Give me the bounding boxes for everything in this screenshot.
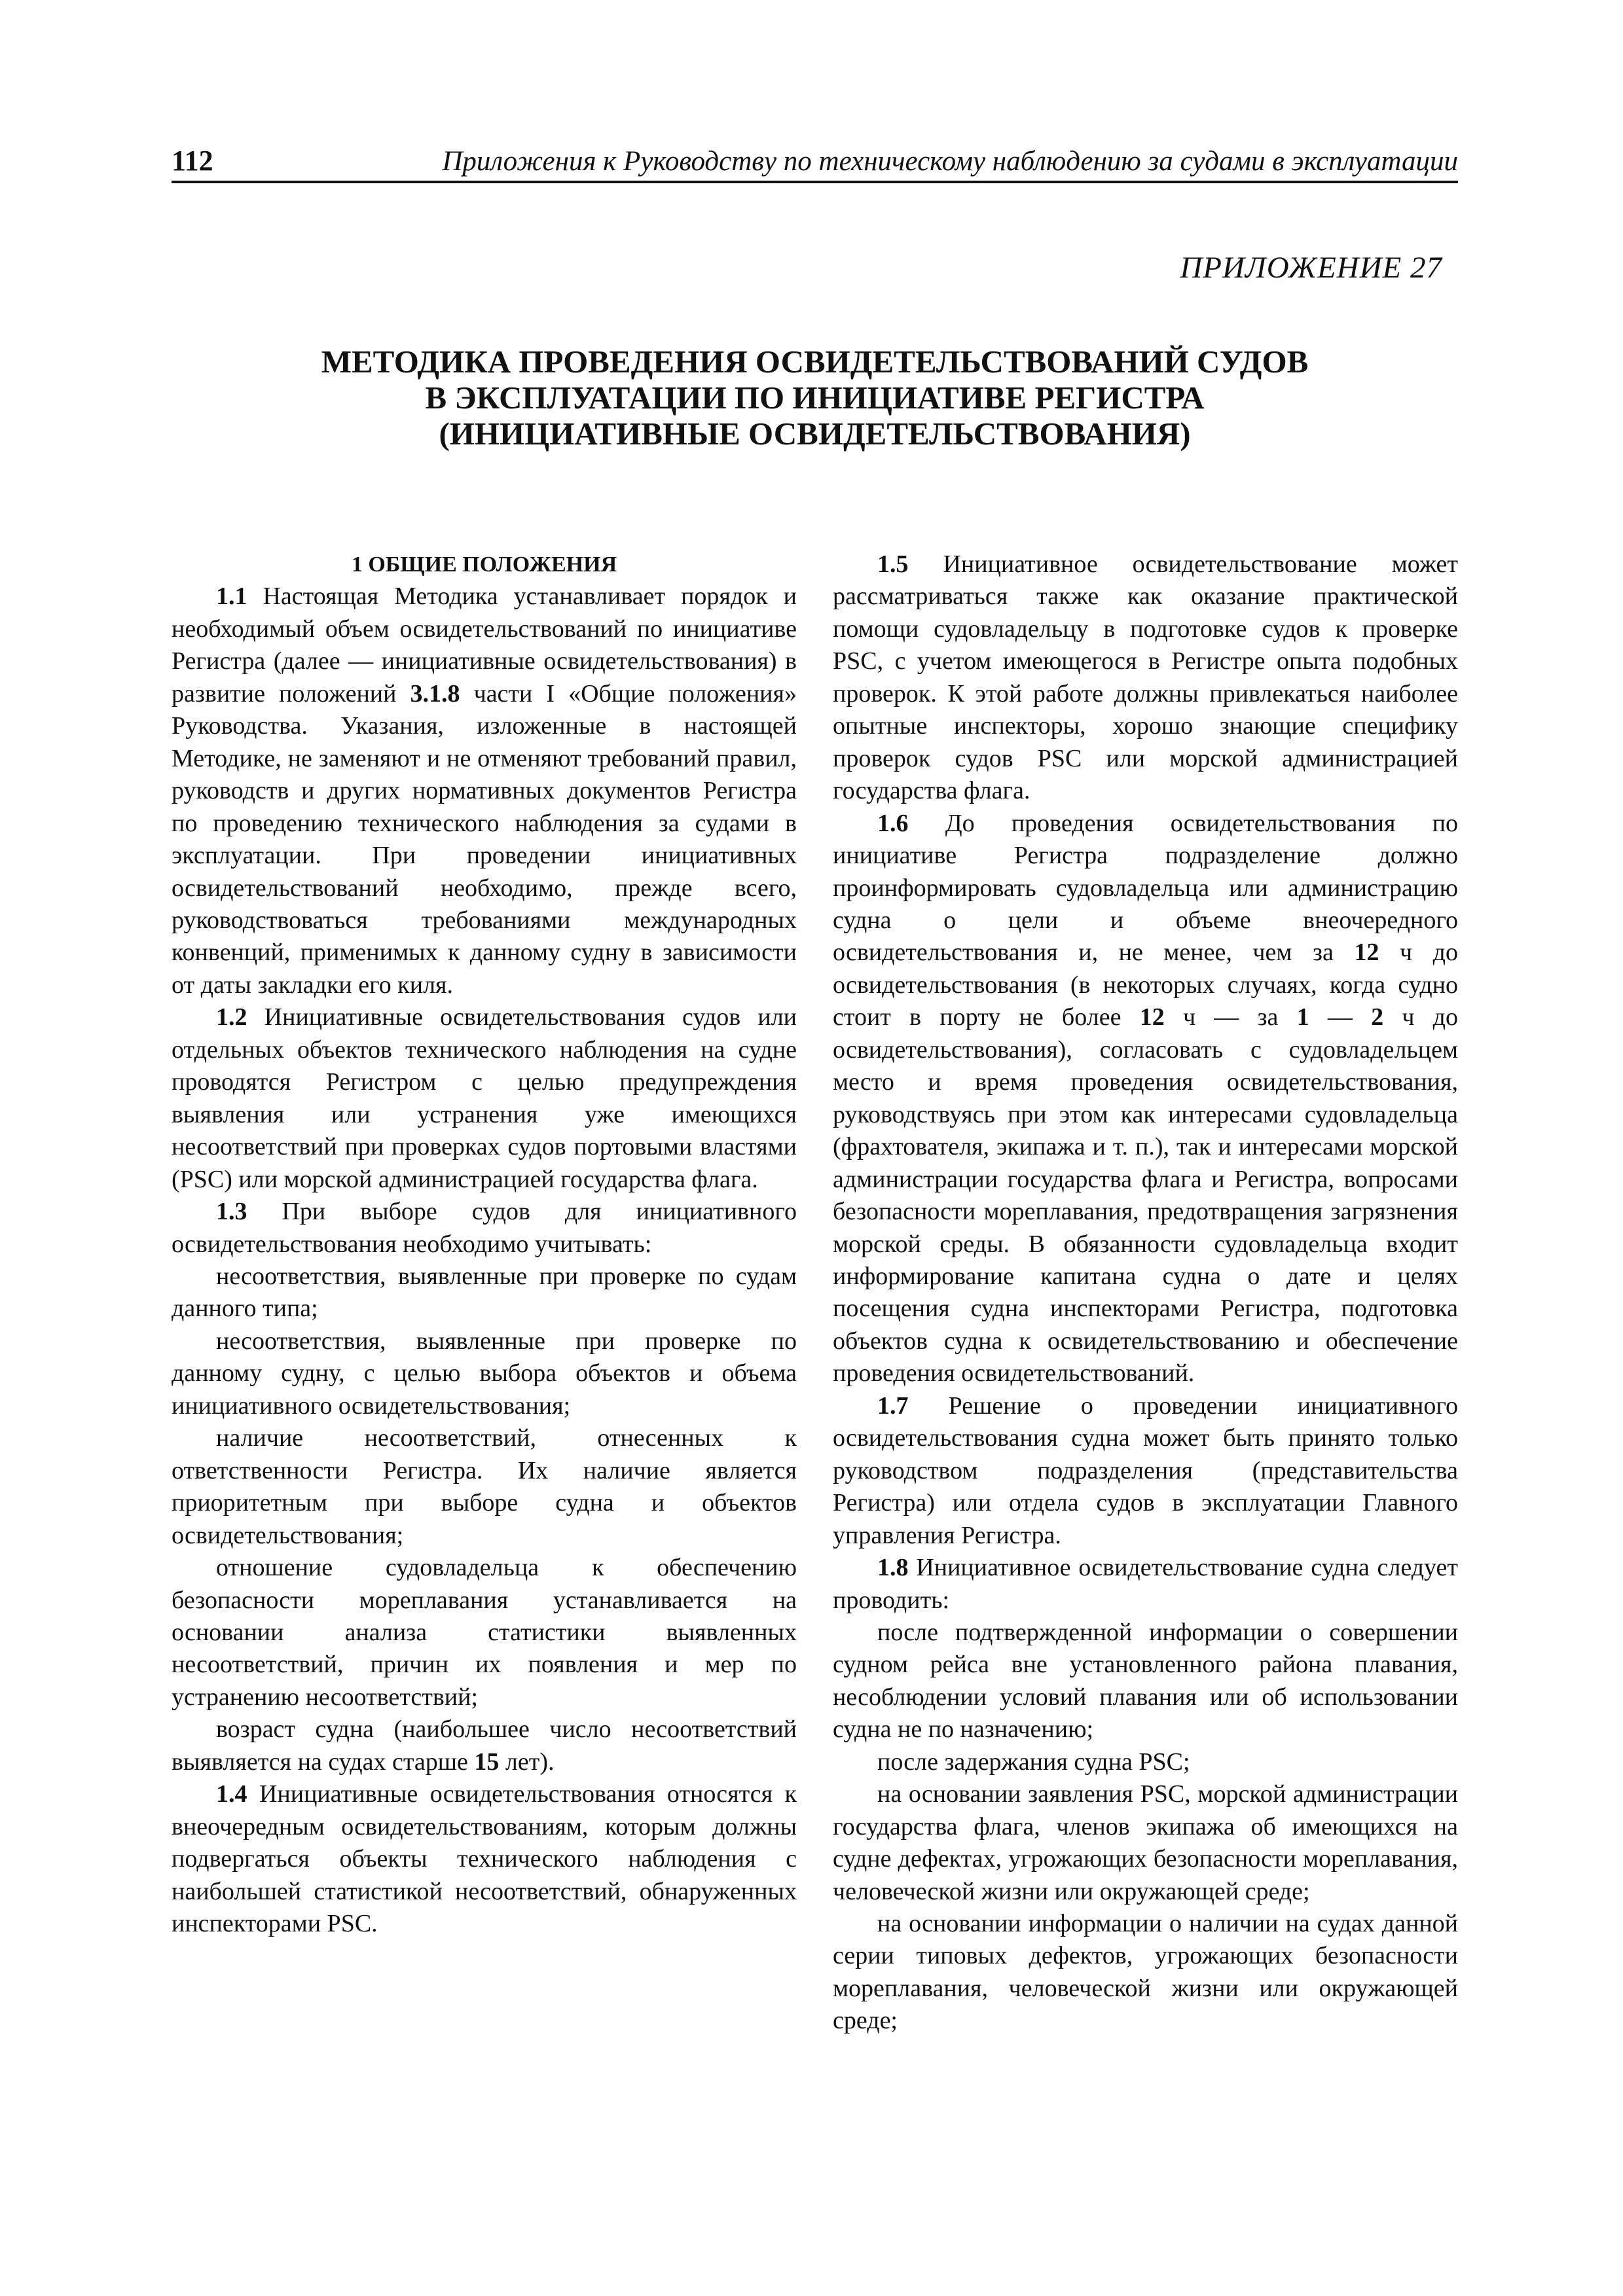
paragraph-text: части I «Общие положения» Руководства. Указания, изложенные в настоящей Методике, не заменяют и не отменяют требований правил, руководств и других нормативных документов Регистра по проведению технического наблюдения за судами в эксплуатации. При проведении инициативных освидетельствований необходимо, прежде всего, руководствоваться требованиями международных конвенций, применимых к данному судну в зависимости от даты закладки его киля. [172,679,797,999]
paragraph-text: — [1327,1003,1353,1031]
paragraph-1-6 [833,808,1458,1390]
clause-number: 1.8 [877,1554,909,1582]
paragraph-1-1 [172,581,797,1001]
clause-number: 1.6 [877,809,909,837]
list-item: несоответствия, выявленные при проверке по судам данного типа; [172,1262,797,1323]
list-item-text: лет). [505,1748,555,1776]
clause-number: 1.2 [216,1003,247,1031]
document-title [172,344,1458,452]
list-item [172,1713,797,1778]
list-item: отношение судовладельца к обеспечению безопасности мореплавания устанавливается на основании анализа статистики выявленных несоответствий, причин их появления и мер по устранению несоответствий; [172,1554,797,1711]
left-column [172,548,797,1940]
paragraph-text: Инициативные освидетельствования относятся к внеочередным освидетельствованиям, которым должны подвергаться объекты технического наблюдения с наибольшей статистикой несоответствий, обнаруженных инспекторами PSC. [172,1780,797,1938]
paragraph-text: ч до освидетельствования), согласовать с судовладельцем место и время проведения освидетельствования, руководствуясь при этом как интересами судовладельца (фрахтователя, экипажа и т. п.), так и интересами морской администрации государства флага и Регистра, вопросами безопасности мореплавания, предотвращения загрязнения морской среды. В обязанности судовладельца входит информирование капитана судна о дате и целях посещения судна инспекторами Регистра, подготовка объектов судна к освидетельствованию и обеспечение проведения освидетельствований. [833,1003,1459,1388]
page-number: 112 [172,145,213,177]
hours-number: 12 [1139,1003,1165,1031]
clause-number: 1.3 [216,1198,247,1226]
running-header: Приложения к Руководству по техническому наблюдению за судами в эксплуатации [442,146,1458,177]
paragraph-text: ч — за [1182,1003,1279,1031]
paragraph-1-2 [172,1001,797,1196]
paragraph-1-7 [833,1390,1458,1552]
paragraph-1-5 [833,548,1458,808]
title-line-1: МЕТОДИКА ПРОВЕДЕНИЯ ОСВИДЕТЕЛЬСТВОВАНИЙ СУДОВ [321,344,1309,380]
paragraph-text: Инициативные освидетельствования судов или отдельных объектов технического наблюдения на судне проводятся Регистром с целью предупреждения выявления или устранения уже имеющихся несоответствий при проверках судов портовыми властями (PSC) или морской администрацией государства флага. [172,1003,797,1193]
header-rule [172,181,1458,183]
hours-number: 1 [1296,1003,1309,1031]
paragraph-text: Настоящая Методика устанавливает порядок и необходимый объем освидетельствований по инициативе Регистра (далее — инициативные освидетельствования) в развитие положений [172,583,797,708]
paragraph-1-4 [172,1778,797,1940]
hours-number: 2 [1371,1003,1384,1031]
clause-number: 1.7 [877,1391,909,1420]
paragraph-text: Инициативное освидетельствование может рассматриваться также как оказание практической помощи судовладельцу в подготовке судов к проверке PSC, с учетом имеющегося в Регистре опыта подобных проверок. К этой работе должны привлекаться наиболее опытные инспекторы, хорошо знающие специфику проверок судов PSC или морской администрацией государства флага. [833,550,1459,805]
hours-number: 12 [1354,939,1379,967]
paragraph-1-3 [172,1196,797,1261]
clause-number: 1.1 [216,583,247,611]
title-line-3: (ИНИЦИАТИВНЫЕ ОСВИДЕТЕЛЬСТВОВАНИЯ) [439,416,1191,452]
list-item: несоответствия, выявленные при проверке по данному судну, с целью выбора объектов и объема инициативного освидетельствования; [172,1327,797,1420]
paragraph-text: Инициативное освидетельствование судна следует проводить: [833,1554,1458,1614]
paragraph-1-8 [833,1552,1458,1617]
appendix-label: ПРИЛОЖЕНИЕ 27 [1180,251,1442,285]
section-heading: 1 ОБЩИЕ ПОЛОЖЕНИЯ [351,552,617,577]
list-item: после подтвержденной информации о совершении судном рейса вне установленного района плавания, несоблюдении условий плавания или об использовании судна не по назначению; [833,1618,1458,1744]
list-item: на основании информации о наличии на судах данной серии типовых дефектов, угрожающих безопасности мореплавания, человеческой жизни или окружающей среде; [833,1910,1458,2035]
clause-number: 1.4 [216,1780,247,1808]
paragraph-text: Решение о проведении инициативного освидетельствования судна может быть принято только руководством подразделения (представительства Регистра) или отдела судов в эксплуатации Главного управления Регистра. [833,1391,1459,1549]
title-line-2: В ЭКСПЛУАТАЦИИ ПО ИНИЦИАТИВЕ РЕГИСТРА [425,380,1205,416]
paragraph-text: При выборе судов для инициативного освидетельствования необходимо учитывать: [172,1198,797,1258]
right-column [833,548,1458,2037]
clause-reference: 3.1.8 [410,679,460,708]
list-item-text: возраст судна (наибольшее число несоответствий выявляется на судах старше [172,1715,797,1776]
clause-number: 1.5 [877,550,909,578]
paragraph-text: До проведения освидетельствования по инициативе Регистра подразделение должно проинформировать судовладельца или администрацию судна о цели и объеме внеочередного освидетельствования и, не менее, чем за [833,809,1458,967]
age-number: 15 [474,1748,500,1776]
list-item: после задержания судна PSC; [877,1748,1190,1776]
list-item: на основании заявления PSC, морской администрации государства флага, членов экипажа об имеющихся на судне дефектах, угрожающих безопасности мореплавания, человеческой жизни или окружающей среде; [833,1780,1458,1905]
paragraph-text: ч до освидетельствования (в некоторых случаях, когда судно стоит в порту не более [833,939,1459,1031]
list-item: наличие несоответствий, отнесенных к ответственности Регистра. Их наличие является приоритетным при выборе судна и объектов освидетельствования; [172,1424,797,1549]
